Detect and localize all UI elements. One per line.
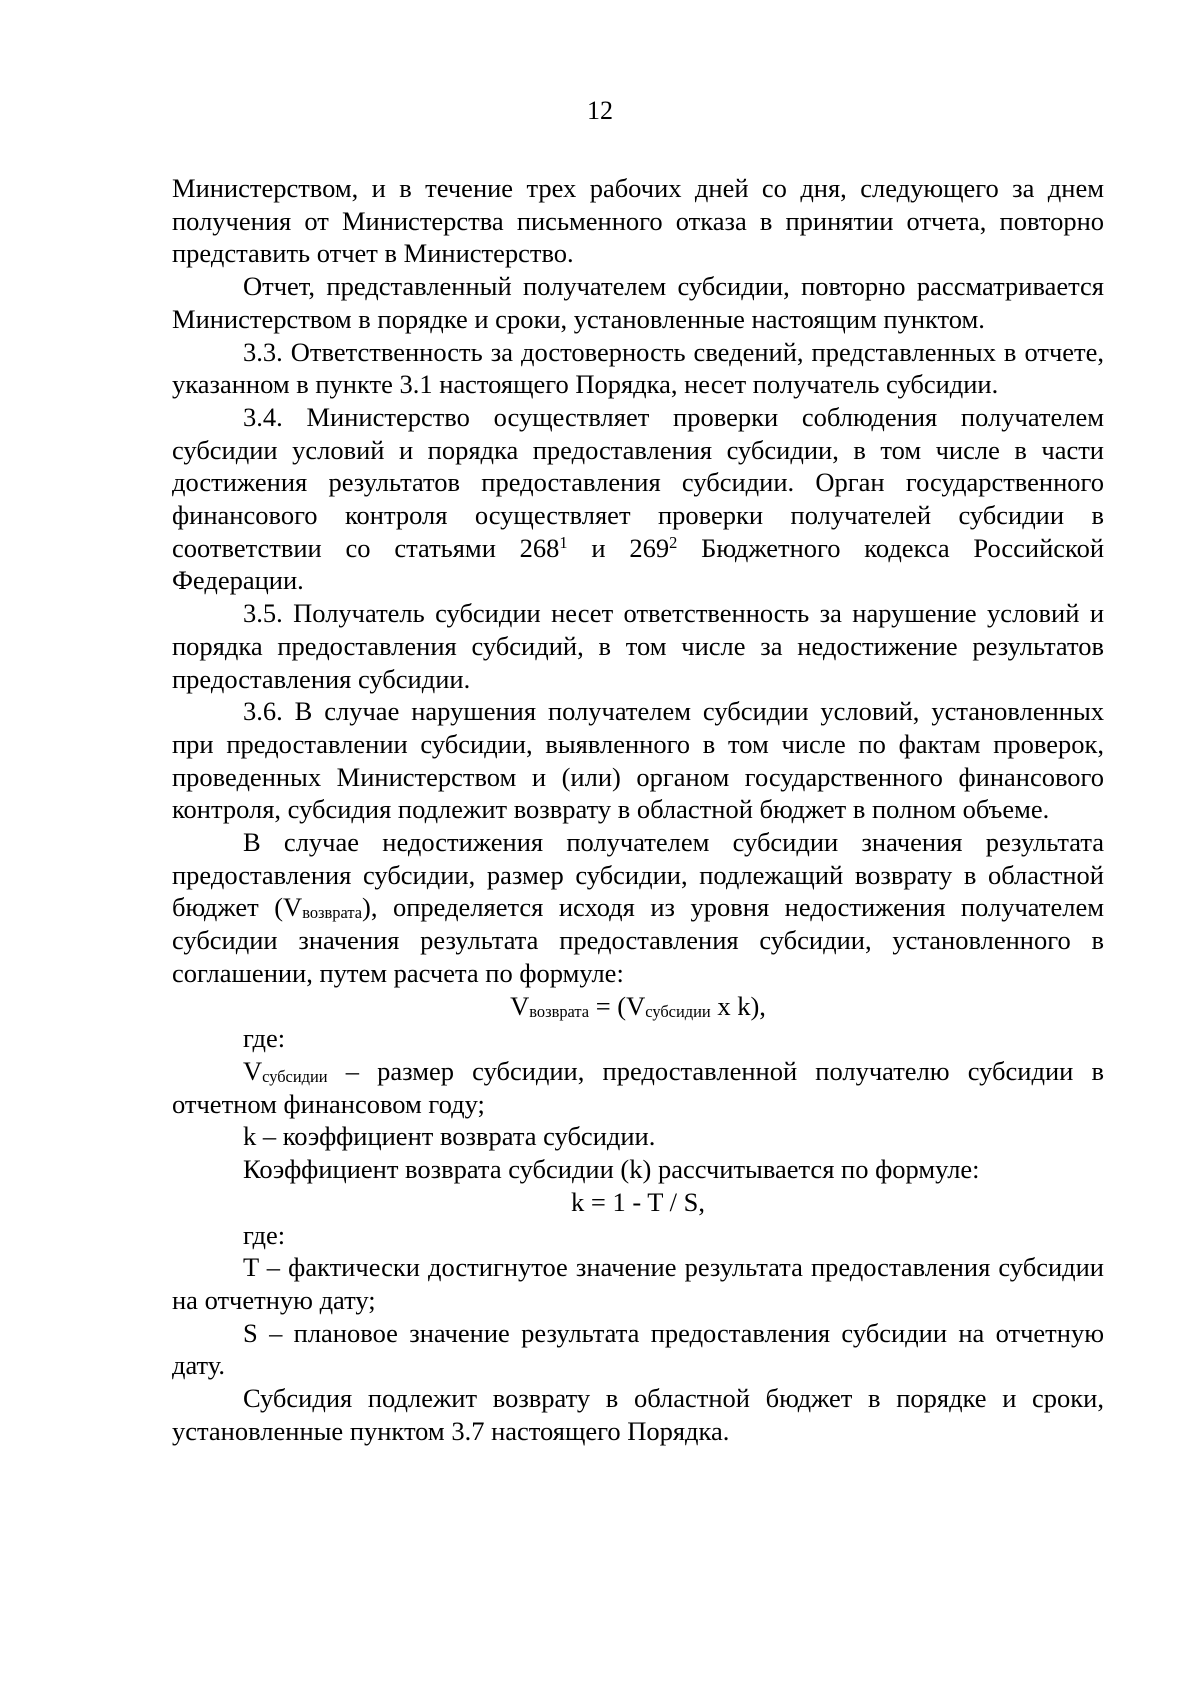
subscript-return: возврата [302,903,363,923]
page-number: 12 [587,96,613,125]
definition-subscript: субсидии [262,1066,328,1086]
superscript-1: 1 [559,532,568,552]
paragraph-nonachievement [172,826,1104,990]
paragraph-continuation: Министерством, и в течение трех рабочих дней со дня, следующего за днем получения от Министерства письменного отказа в принятии отчета, повторно представить отчет в Министерство. [172,173,1104,269]
formula-coefficient: k = 1 - T / S, [571,1186,705,1217]
definition-k: k – коэффициент возврата субсидии. [243,1121,656,1152]
paragraph-3-4-text-1: 3.4. Министерство осуществляет проверки соблюдения получателем субсидии условий и порядка предоставления субсидии, в том числе в части достижения результатов предоставления субсидии. Орган государственного финансового контроля осуществляет проверки получателей субсидии в соответствии со статьями 268 [172,401,1104,563]
where-label-1: где: [243,1023,286,1054]
formula-return-volume [172,990,1104,1023]
paragraph-3-3: 3.3. Ответственность за достоверность сведений, представленных в отчете, указанном в пункте 3.1 настоящего Порядка, несет получатель субсидии. [172,336,1104,400]
formula-v-return: V [510,990,530,1021]
paragraph-nonachievement-text-2: ), определяется исходя из уровня недостижения получателем субсидии значения результата предоставления субсидии, установленного в соглашении, путем расчета по формуле: [172,892,1104,988]
paragraph-return-terms: Субсидия подлежит возврату в областной бюджет в порядке и сроки, установленные пунктом 3.7 настоящего Порядка. [172,1383,1104,1446]
paragraph-3-4-text-2: и 269 [567,532,670,563]
formula-subscript-subsidy: субсидии [645,1001,711,1021]
definition-t: T – фактически достигнутое значение результата предоставления субсидии на отчетную дату; [172,1252,1104,1315]
formula-subscript-return: возврата [529,1001,590,1021]
definition-s: S – плановое значение результата предоставления субсидии на отчетную дату. [172,1317,1104,1381]
definition-v: V [243,1055,263,1086]
paragraph-coefficient: Коэффициент возврата субсидии (k) рассчитывается по формуле: [243,1154,980,1185]
paragraph-3-5: 3.5. Получатель субсидии несет ответственность за нарушение условий и порядка предоставления субсидий, в том числе за недостижение результатов предоставления субсидии. [172,598,1104,694]
definition-v-subsidy [172,1055,1104,1120]
superscript-2: 2 [669,532,678,552]
paragraph-3-6: 3.6. В случае нарушения получателем субсидии условий, установленных при предоставлении субсидии, выявленного в том числе по фактам проверок, проведенных Министерством и (или) органом государственного финансового контроля, субсидия подлежит возврату в областной бюджет в полном объеме. [172,696,1104,825]
paragraph-report-review: Отчет, представленный получателем субсидии, повторно рассматривается Министерством в порядке и сроки, установленные настоящим пунктом. [172,271,1104,334]
formula-middle: = (V [589,990,646,1021]
paragraph-3-4-text-3: Бюджетного кодекса Российской Федерации. [172,532,1105,596]
paragraph-3-4 [172,401,1104,597]
document-body [172,172,1104,1447]
paragraph-nonachievement-text-1: В случае недостижения получателем субсидии значения результата предоставления субсидии, размер субсидии, подлежащий возврату в областной бюджет (V [172,827,1104,923]
formula-end: x k), [710,990,766,1021]
where-label-2: где: [243,1219,286,1250]
definition-v-text: – размер субсидии, предоставленной получателю субсидии в отчетном финансовом году; [172,1055,1104,1119]
